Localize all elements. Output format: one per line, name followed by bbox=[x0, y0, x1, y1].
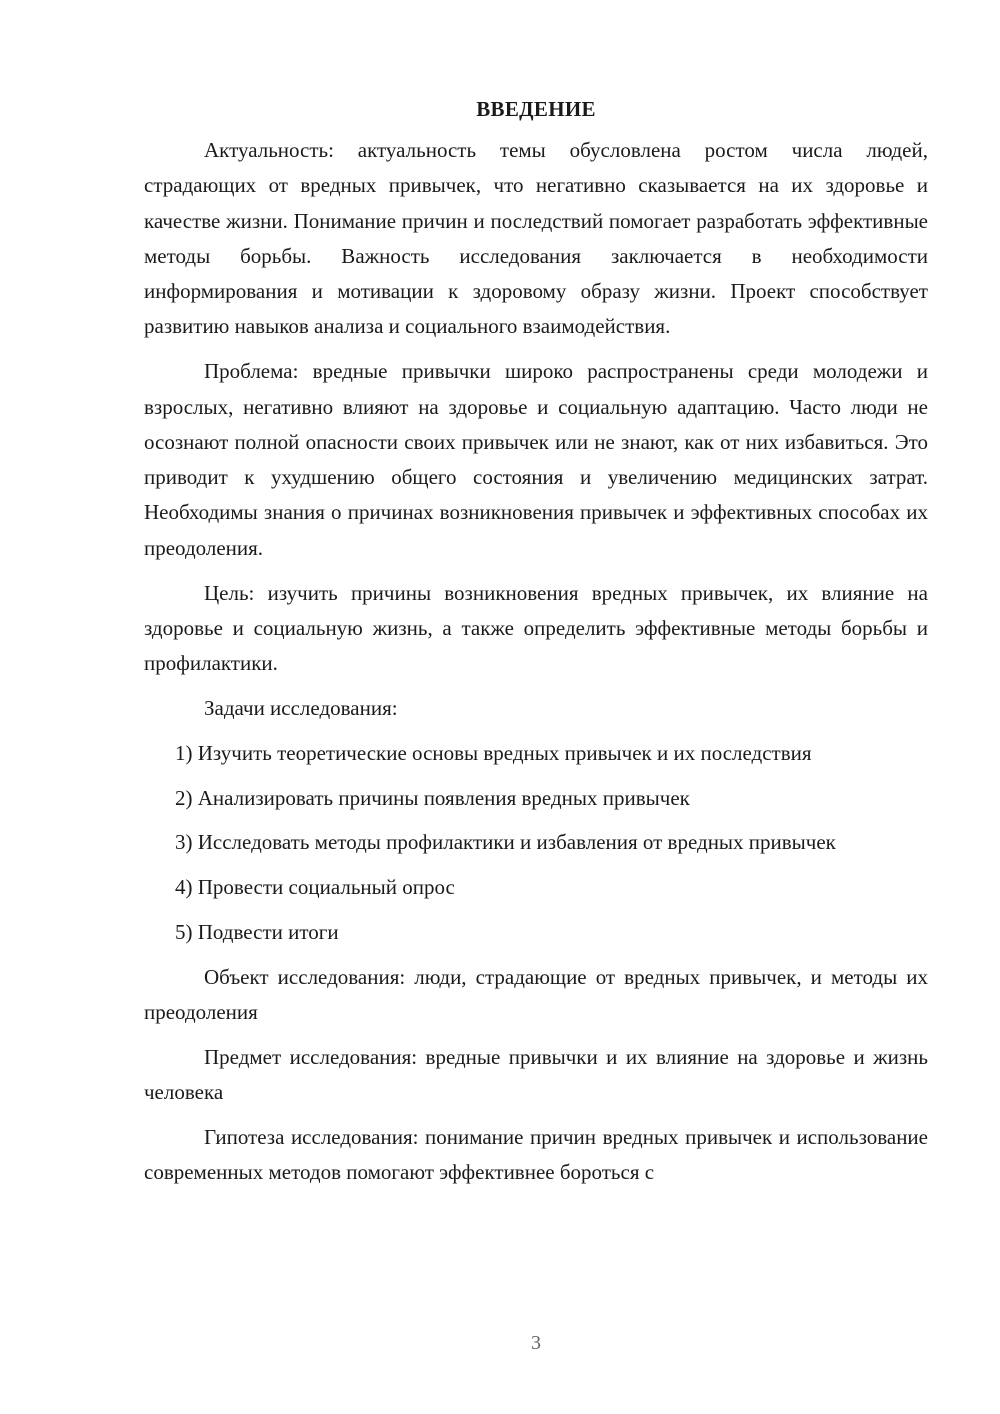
paragraph-relevance: Актуальность: актуальность темы обусловлена ростом числа людей, страдающих от вредных привычек, что негативно сказывается на их здоровье и качестве жизни. Понимание причин и последствий помогает разработать эффективные методы борьбы. Важность исследования заключается в необходимости информирования и мотивации к здоровому образу жизни. Проект способствует развитию навыков анализа и социального взаимодействия. bbox=[144, 138, 928, 339]
task-item-3: 3) Исследовать методы профилактики и избавления от вредных привычек bbox=[175, 830, 836, 855]
tasks-list bbox=[144, 736, 928, 950]
task-item-2: 2) Анализировать причины появления вредных привычек bbox=[175, 785, 690, 810]
paragraph-goal: Цель: изучить причины возникновения вредных привычек, их влияние на здоровье и социальную жизнь, а также определить эффективные методы борьбы и профилактики. bbox=[144, 580, 928, 676]
section-title: ВВЕДЕНИЕ bbox=[476, 97, 596, 121]
document-page bbox=[144, 92, 928, 1200]
task-item-4: 4) Провести социальный опрос bbox=[175, 875, 455, 900]
tasks-heading: Задачи исследования: bbox=[204, 695, 398, 720]
paragraph-subject: Предмет исследования: вредные привычки и их влияние на здоровье и жизнь человека bbox=[144, 1044, 928, 1105]
paragraph-hypothesis: Гипотеза исследования: понимание причин вредных привычек и использование современных методов помогают эффективнее бороться с bbox=[144, 1124, 928, 1185]
paragraph-object: Объект исследования: люди, страдающие от вредных привычек, и методы их преодоления bbox=[144, 964, 928, 1025]
page-number: 3 bbox=[531, 1332, 541, 1354]
paragraph-problem: Проблема: вредные привычки широко распространены среди молодежи и взрослых, негативно влияют на здоровье и социальную адаптацию. Часто люди не осознают полной опасности своих привычек или не знают, как от них избавиться. Это приводит к ухудшению общего состояния и увеличению медицинских затрат. Необходимы знания о причинах возникновения привычек и эффективных способах их преодоления. bbox=[144, 359, 928, 560]
task-item-5: 5) Подвести итоги bbox=[175, 919, 339, 944]
task-item-1: 1) Изучить теоретические основы вредных привычек и их последствия bbox=[175, 740, 812, 765]
